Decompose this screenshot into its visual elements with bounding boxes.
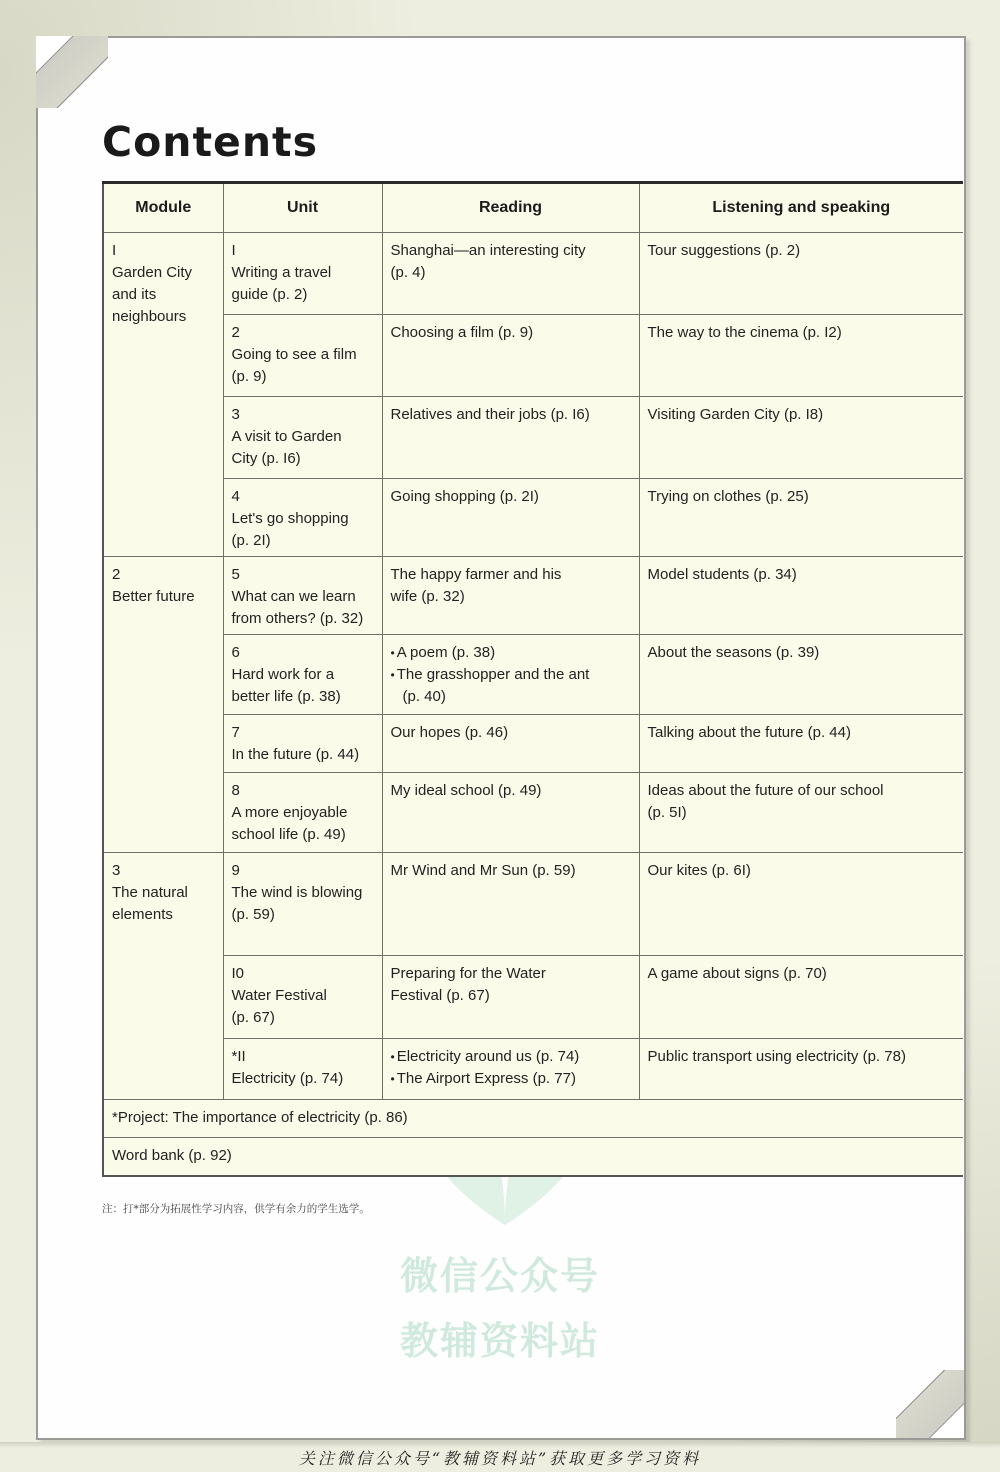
module-cell	[103, 853, 223, 1100]
listening-cell	[639, 315, 963, 397]
unit-number: 8	[231, 782, 240, 799]
unit-title: What can we learn	[231, 588, 356, 605]
unit-cell	[223, 956, 382, 1039]
reading-item: Relatives and their jobs (p. I6)	[390, 406, 590, 423]
header-unit: Unit	[223, 183, 382, 233]
module-number: I	[112, 242, 117, 259]
table-row	[103, 635, 963, 715]
module-cell	[103, 557, 223, 853]
reading-item: My ideal school (p. 49)	[390, 782, 542, 799]
header-reading: Reading	[382, 183, 639, 233]
table-row	[103, 715, 963, 773]
table-row	[103, 397, 963, 479]
unit-title: (p. 9)	[231, 368, 267, 385]
unit-title: Going to see a film	[231, 346, 357, 363]
unit-cell	[223, 557, 382, 635]
unit-title: Let's go shopping	[231, 510, 349, 527]
reading-cell	[382, 397, 639, 479]
unit-title: (p. 67)	[231, 1009, 275, 1026]
listening-item: Our kites (p. 6I)	[647, 862, 751, 879]
table-row	[103, 557, 963, 635]
reading-cell	[382, 557, 639, 635]
reading-cell	[382, 1039, 639, 1100]
reading-item: Mr Wind and Mr Sun (p. 59)	[390, 862, 576, 879]
unit-title: (p. 59)	[231, 906, 275, 923]
module-name-line: Garden City	[112, 264, 193, 281]
unit-title: school life (p. 49)	[231, 826, 346, 843]
listening-cell	[639, 715, 963, 773]
project-row	[103, 1100, 963, 1138]
listening-item: Ideas about the future of our school	[647, 782, 884, 799]
unit-number: 5	[231, 566, 240, 583]
listening-cell	[639, 635, 963, 715]
photo-corner-bottom-right	[896, 1370, 964, 1438]
unit-cell	[223, 397, 382, 479]
header-module: Module	[103, 183, 223, 233]
contents-table	[102, 181, 963, 1177]
module-name-line: neighbours	[112, 308, 187, 325]
listening-item: A game about signs (p. 70)	[647, 965, 827, 982]
project-cell: *Project: The importance of electricity (p. 86)	[103, 1100, 963, 1138]
reading-item-bulleted: • The grasshopper and the ant	[391, 664, 631, 686]
reading-item-bulleted: • A poem (p. 38)	[391, 642, 631, 664]
reading-item: Preparing for the Water	[390, 965, 546, 982]
unit-number: 7	[231, 724, 240, 741]
reading-item-continuation: (p. 40)	[402, 688, 446, 705]
reading-cell	[382, 315, 639, 397]
table-header-row	[103, 183, 963, 233]
unit-title: Hard work for a	[231, 666, 335, 683]
reading-item: (p. 4)	[390, 264, 426, 281]
unit-cell	[223, 479, 382, 557]
unit-title: In the future (p. 44)	[231, 746, 360, 763]
module-number: 2	[112, 566, 121, 583]
unit-title: Electricity (p. 74)	[231, 1070, 344, 1087]
unit-cell	[223, 315, 382, 397]
unit-number: *II	[231, 1048, 246, 1065]
listening-cell	[639, 1039, 963, 1100]
unit-number: 3	[231, 406, 240, 423]
reading-item-bulleted: • Electricity around us (p. 74)	[391, 1046, 631, 1068]
module-name-line: The natural	[112, 884, 188, 901]
unit-number: I	[231, 242, 236, 259]
reading-item-bulleted: • The Airport Express (p. 77)	[391, 1068, 631, 1090]
reading-cell	[382, 773, 639, 853]
table-row	[103, 956, 963, 1039]
listening-item: Trying on clothes (p. 25)	[647, 488, 809, 505]
unit-title: (p. 2I)	[231, 532, 271, 549]
unit-title: A visit to Garden	[231, 428, 342, 445]
page-title: Contents	[102, 118, 319, 166]
module-name-line: and its	[112, 286, 157, 303]
reading-item: Our hopes (p. 46)	[390, 724, 509, 741]
listening-item: Visiting Garden City (p. I8)	[647, 406, 824, 423]
table-row	[103, 773, 963, 853]
unit-title: The wind is blowing	[231, 884, 363, 901]
table-row	[103, 1039, 963, 1100]
unit-title: from others? (p. 32)	[231, 610, 364, 627]
footnote: 注：打*部分为拓展性学习内容，供学有余力的学生选学。	[102, 1203, 370, 1215]
table-row	[103, 479, 963, 557]
unit-title: better life (p. 38)	[231, 688, 341, 705]
listening-cell	[639, 773, 963, 853]
unit-number: 2	[231, 324, 240, 341]
reading-item: Going shopping (p. 2I)	[390, 488, 539, 505]
header-listening-speaking: Listening and speaking	[639, 183, 963, 233]
reading-item: The happy farmer and his	[390, 566, 562, 583]
unit-cell	[223, 1039, 382, 1100]
listening-item: The way to the cinema (p. I2)	[647, 324, 842, 341]
table-row	[103, 315, 963, 397]
unit-title: A more enjoyable	[231, 804, 348, 821]
listening-cell	[639, 956, 963, 1039]
reading-cell	[382, 233, 639, 315]
reading-cell	[382, 479, 639, 557]
reading-cell	[382, 635, 639, 715]
reading-cell	[382, 956, 639, 1039]
reading-item: Festival (p. 67)	[390, 987, 490, 1004]
unit-cell	[223, 853, 382, 956]
listening-item: Public transport using electricity (p. 78)	[647, 1048, 906, 1065]
unit-title: guide (p. 2)	[231, 286, 308, 303]
unit-title: City (p. I6)	[231, 450, 301, 467]
word-bank-cell: Word bank (p. 92)	[103, 1138, 963, 1177]
module-name-line: Better future	[112, 588, 195, 605]
listening-item: About the seasons (p. 39)	[647, 644, 820, 661]
table-row	[103, 853, 963, 956]
listening-item: (p. 5I)	[647, 804, 687, 821]
unit-number: 6	[231, 644, 240, 661]
unit-title: Water Festival	[231, 987, 327, 1004]
table-row	[103, 233, 963, 315]
reading-cell	[382, 715, 639, 773]
listening-cell	[639, 853, 963, 956]
unit-cell	[223, 233, 382, 315]
watermark-line-1: 微信公众号	[399, 1254, 600, 1298]
module-cell	[103, 233, 223, 557]
module-name-line: elements	[112, 906, 173, 923]
unit-cell	[223, 635, 382, 715]
listening-cell	[639, 479, 963, 557]
unit-number: 4	[231, 488, 240, 505]
listening-item: Talking about the future (p. 44)	[647, 724, 851, 741]
unit-cell	[223, 773, 382, 853]
unit-number: I0	[231, 965, 245, 982]
reading-cell	[382, 853, 639, 956]
listening-item: Tour suggestions (p. 2)	[647, 242, 801, 259]
unit-number: 9	[231, 862, 240, 879]
reading-item: Choosing a film (p. 9)	[390, 324, 534, 341]
photo-corner-top-left	[36, 36, 108, 108]
listening-item: Model students (p. 34)	[647, 566, 797, 583]
watermark-line-2: 教辅资料站	[399, 1319, 600, 1363]
reading-item: wife (p. 32)	[390, 588, 465, 605]
listening-cell	[639, 397, 963, 479]
unit-title: Writing a travel	[231, 264, 332, 281]
footer-caption: 关注微信公众号“教辅资料站”获取更多学习资料	[298, 1449, 702, 1468]
unit-cell	[223, 715, 382, 773]
reading-item: Shanghai—an interesting city	[390, 242, 586, 259]
word-bank-row	[103, 1138, 963, 1177]
listening-cell	[639, 557, 963, 635]
listening-cell	[639, 233, 963, 315]
module-number: 3	[112, 862, 121, 879]
